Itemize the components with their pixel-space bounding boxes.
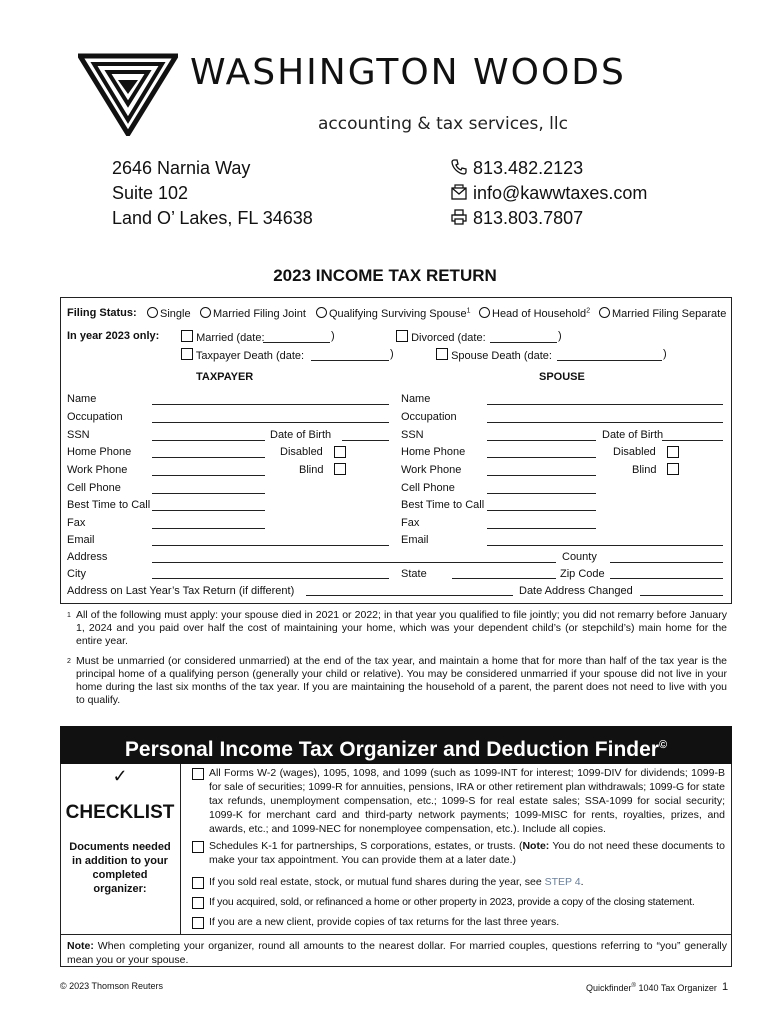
state-label: State [401, 568, 427, 580]
email-row [450, 181, 647, 206]
tp-disabled-label: Disabled [280, 446, 323, 458]
tp-fax-label: Fax [67, 517, 86, 529]
checklist-checkbox[interactable] [192, 917, 204, 929]
county-field[interactable] [610, 562, 723, 563]
checklist-subtitle: Documents needed in addition to your completed organizer: [69, 841, 171, 895]
fax-number: 813.803.7807 [473, 208, 584, 228]
sp-occupation-field[interactable] [487, 422, 723, 423]
tp-occupation-field[interactable] [152, 422, 389, 423]
sp-cell-field[interactable] [487, 493, 596, 494]
contact-info [450, 156, 647, 231]
radio-icon [200, 307, 211, 318]
sp-home-phone-field[interactable] [487, 457, 596, 458]
date-changed-field[interactable] [640, 595, 723, 596]
sp-email-field[interactable] [487, 545, 723, 546]
checkmark-icon: ✓ [112, 766, 128, 786]
tp-ssn-label: SSN [67, 429, 90, 441]
tp-blind-label: Blind [299, 464, 324, 476]
tp-cell-field[interactable] [152, 493, 265, 494]
printer-icon [450, 208, 468, 226]
email-icon [450, 183, 468, 201]
brand-tagline: accounting & tax services, llc [318, 114, 568, 134]
address-line: 2646 Narnia Way [112, 158, 251, 178]
paren: ) [331, 330, 335, 342]
tp-cell-label: Cell Phone [67, 482, 121, 494]
radio-icon [316, 307, 327, 318]
zip-field[interactable] [610, 578, 723, 579]
zip-label: Zip Code [560, 568, 605, 580]
taxpayer-death-field[interactable] [311, 360, 389, 361]
tp-email-label: Email [67, 534, 95, 546]
year-only-label: In year 2023 only: [67, 330, 160, 342]
sp-home-phone-label: Home Phone [401, 446, 466, 458]
paren: ) [558, 330, 562, 342]
date-changed-label: Date Address Changed [519, 585, 633, 597]
sp-email-label: Email [401, 534, 429, 546]
last-address-label: Address on Last Year’s Tax Return (if different) [67, 585, 295, 597]
tp-home-phone-field[interactable] [152, 457, 265, 458]
city-field[interactable] [152, 578, 389, 579]
married-date-field[interactable] [263, 342, 330, 343]
sp-occupation-label: Occupation [401, 411, 457, 423]
fax-row [450, 206, 647, 231]
status-married-joint[interactable]: Married Filing Joint [200, 307, 306, 320]
footnote-1: 1 All of the following must apply: your spouse died in 2021 or 2022; in that year you qualified to file jointly; you did not remarry before January 1, 2024 and you paid over half the cost of maintaining your home, which was your dependent child’s (or stepchild’s) main home for the entire year. [67, 609, 727, 647]
taxpayer-header: TAXPAYER [196, 371, 254, 383]
footnote-2: 2 Must be unmarried (or considered unmarried) at the end of the tax year, and maintain a home that for more than half of the tax year is the principal home of a qualifying person (generally your child or relative). You may be considered unmarried if your spouse did not live in your home during the last six months of the tax year. If you are maintaining the household of a parent, the parent does not need to live with you to qualify. [67, 655, 727, 706]
checklist-item-forms: All Forms W-2 (wages), 1095, 1098, and 1099 (such as 1099-INT for interest; 1099-DIV for dividends; 1099-B for sale of securities; 1099-R for annuities, pensions, IRA or other retirement plan withdrawals; 1099-G for state tax refunds, unemployment compensation, etc.; 1099-S for real estate sales; SSA-1099 for social security; 1099-K for merchant card and third-party network payments; 1099-MISC for rents, royalties, prizes, and awards, etc.; and 1099-NEC for nonemployee compensation, etc.). Include all copies. [209, 767, 725, 835]
tp-blind-checkbox[interactable] [334, 463, 346, 475]
phone-row [450, 156, 647, 181]
checklist-item-new-client: If you are a new client, provide copies of tax returns for the last three years. [209, 916, 560, 928]
product-name: Quickfinder® 1040 Tax Organizer [586, 983, 717, 993]
checklist-checkbox[interactable] [192, 877, 204, 889]
sp-fax-field[interactable] [487, 528, 596, 529]
tp-fax-field[interactable] [152, 528, 265, 529]
spouse-header: SPOUSE [539, 371, 585, 383]
tp-best-time-field[interactable] [152, 510, 265, 511]
sp-blind-checkbox[interactable] [667, 463, 679, 475]
email-address[interactable]: info@kawwtaxes.com [473, 183, 648, 203]
organizer-note: Note: When completing your organizer, round all amounts to the nearest dollar. For married couples, questions referring to “you” generally mean you or your spouse. [67, 940, 727, 966]
washington-woods-logo [78, 50, 178, 136]
taxpayer-death-checkbox[interactable]: Taxpayer Death (date: [181, 348, 304, 362]
step-4-link[interactable]: STEP 4 [544, 876, 581, 888]
tp-home-phone-label: Home Phone [67, 446, 132, 458]
checkbox-icon [181, 330, 193, 342]
checkbox-icon [396, 330, 408, 342]
sp-work-phone-field[interactable] [487, 475, 596, 476]
status-married-separate[interactable]: Married Filing Separate [599, 307, 726, 320]
state-field[interactable] [452, 578, 556, 579]
county-label: County [562, 551, 597, 563]
copyright: © 2023 Thomson Reuters [60, 981, 164, 991]
checklist-item-k1: Schedules K-1 for partnerships, S corporations, estates, or trusts. (Note: You do not need these documents to make your tax appointment. You can provide them at a later date.) [209, 840, 725, 866]
paren: ) [390, 348, 394, 360]
checklist-divider [180, 764, 181, 934]
checklist-checkbox[interactable] [192, 897, 204, 909]
brand-name: WASHINGTON WOODS [190, 52, 626, 93]
sp-fax-label: Fax [401, 517, 420, 529]
form-title: 2023 INCOME TAX RETURN [273, 266, 497, 285]
address-line: Suite 102 [112, 183, 189, 203]
spouse-death-checkbox[interactable]: Spouse Death (date: [436, 348, 552, 362]
status-qualifying-spouse[interactable]: Qualifying Surviving Spouse$^1$ [316, 307, 470, 320]
radio-icon [147, 307, 158, 318]
sp-work-phone-label: Work Phone [401, 464, 462, 476]
address-field[interactable] [152, 562, 556, 563]
status-head-of-household[interactable]: Head of Household$^2$ [479, 307, 590, 320]
last-address-field[interactable] [306, 595, 513, 596]
checklist-checkbox[interactable] [192, 768, 204, 780]
tp-email-field[interactable] [152, 545, 389, 546]
banner-title: Personal Income Tax Organizer and Deduction Finder [124, 738, 659, 761]
sp-best-time-label: Best Time to Call [401, 499, 485, 511]
tp-dob-field[interactable] [342, 440, 389, 441]
sp-ssn-label: SSN [401, 429, 424, 441]
tp-dob-label: Date of Birth [270, 429, 332, 441]
sp-cell-label: Cell Phone [401, 482, 455, 494]
checklist-note-divider [60, 934, 732, 935]
phone-icon [450, 158, 468, 176]
city-label: City [67, 568, 86, 580]
tp-occupation-label: Occupation [67, 411, 123, 423]
spouse-death-field[interactable] [557, 360, 662, 361]
address-label: Address [67, 551, 108, 563]
checklist-item-sold: If you sold real estate, stock, or mutual fund shares during the year, see STEP 4. [209, 876, 584, 888]
sp-dob-field[interactable] [662, 440, 723, 441]
status-single[interactable]: Single [147, 307, 191, 320]
page-number: 1 [722, 981, 729, 993]
sp-disabled-checkbox[interactable] [667, 446, 679, 458]
sp-best-time-field[interactable] [487, 510, 596, 511]
sp-name-field[interactable] [487, 404, 723, 405]
tp-name-label: Name [67, 393, 97, 405]
sp-ssn-field[interactable] [487, 440, 596, 441]
tp-work-phone-label: Work Phone [67, 464, 128, 476]
sp-blind-label: Blind [632, 464, 657, 476]
checkbox-icon [436, 348, 448, 360]
checkbox-icon [181, 348, 193, 360]
checklist-title: CHECKLIST [65, 802, 175, 823]
divorced-date-checkbox[interactable]: Divorced (date: [396, 330, 486, 344]
address-line: Land O’ Lakes, FL 34638 [112, 208, 313, 228]
tp-work-phone-field[interactable] [152, 475, 265, 476]
married-date-checkbox[interactable]: Married (date: [181, 330, 265, 344]
sp-dob-label: Date of Birth [602, 429, 664, 441]
radio-icon [599, 307, 610, 318]
filing-status-label: Filing Status: [67, 307, 137, 319]
divorced-date-field[interactable] [490, 342, 557, 343]
radio-icon [479, 307, 490, 318]
organizer-banner: Personal Income Tax Organizer and Deduction Finder© [60, 726, 732, 764]
phone-number[interactable]: 813.482.2123 [473, 158, 584, 178]
office-address [112, 156, 313, 231]
tp-name-field[interactable] [152, 404, 389, 405]
checklist-checkbox[interactable] [192, 841, 204, 853]
tp-disabled-checkbox[interactable] [334, 446, 346, 458]
tp-best-time-label: Best Time to Call [67, 499, 151, 511]
sp-disabled-label: Disabled [613, 446, 656, 458]
checklist-item-property: If you acquired, sold, or refinanced a home or other property in 2023, provide a copy of the closing statement. [209, 896, 695, 908]
sp-name-label: Name [401, 393, 431, 405]
tp-ssn-field[interactable] [152, 440, 265, 441]
paren: ) [663, 348, 667, 360]
